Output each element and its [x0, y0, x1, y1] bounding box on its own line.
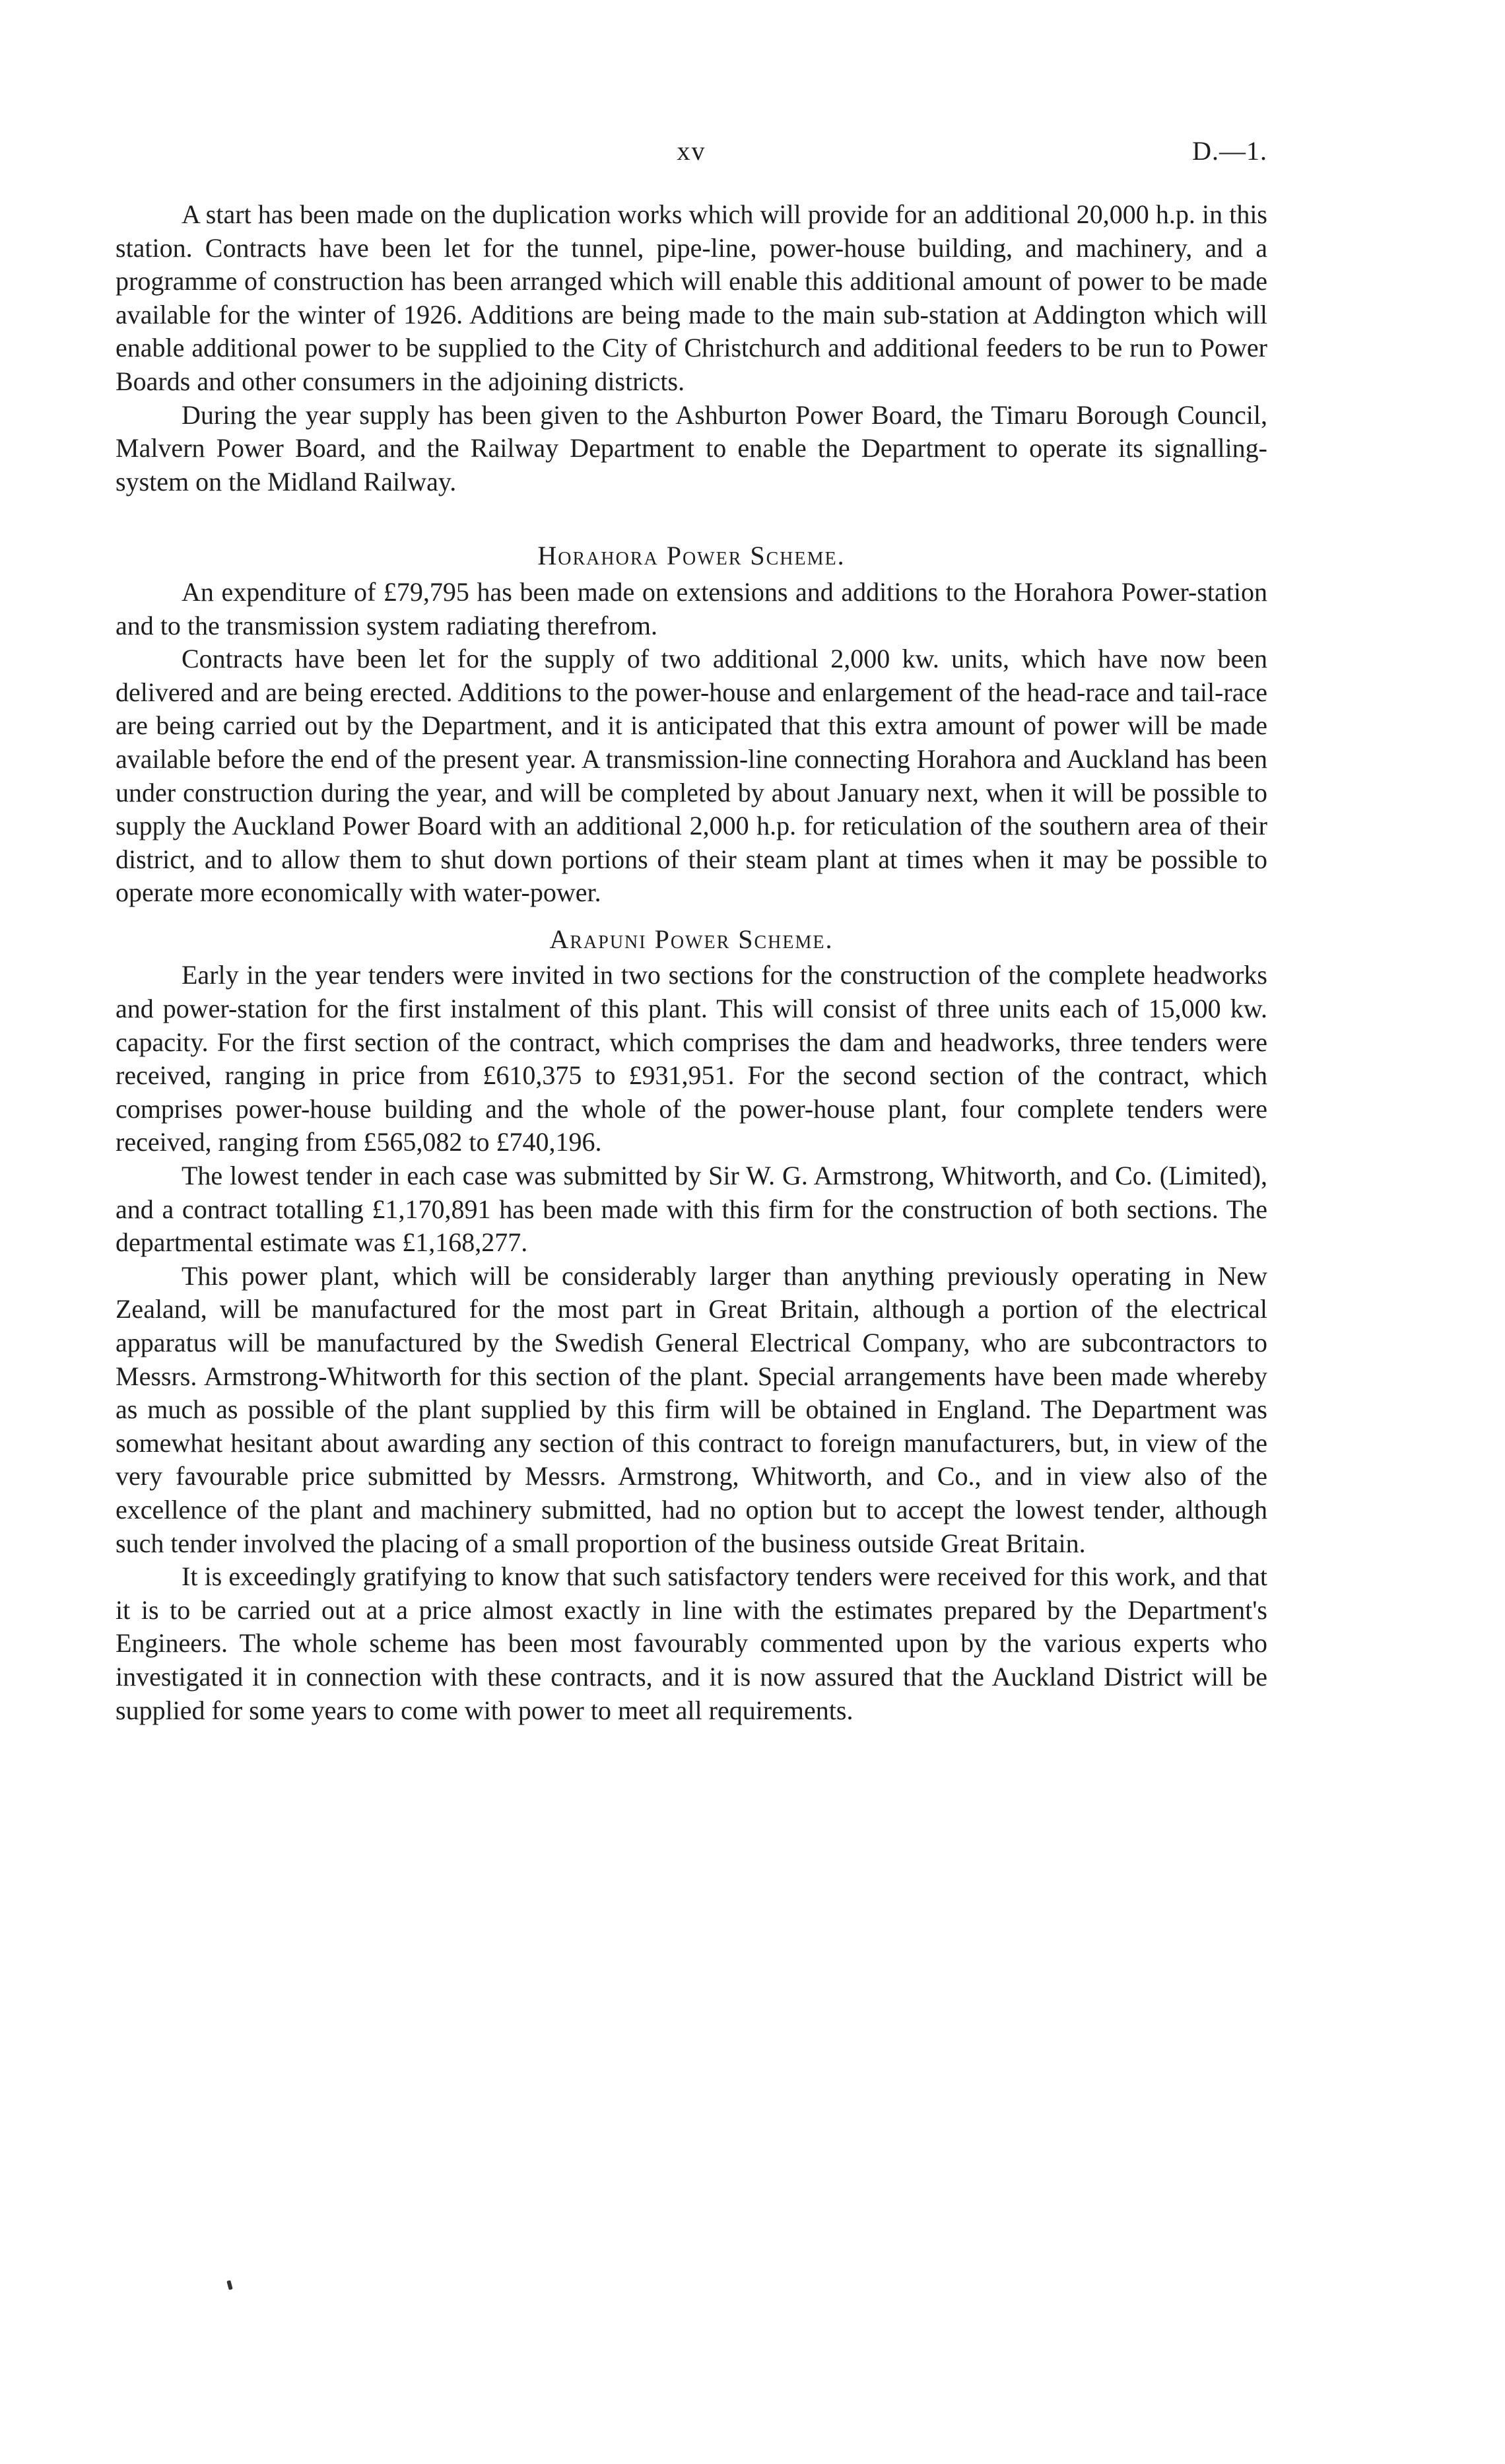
page-header [116, 135, 1267, 175]
paragraph-supply-during-year: During the year supply has been given to the Ashburton Power Board, the Timaru Borough Council, Malvern Power Board, and the Railway Department to enable the Department to operate its signalling-system on the Midland Railway. [116, 399, 1267, 496]
paragraph-duplication-works: A start has been made on the duplication works which will provide for an additional 20,000 h.p. in this station. Contracts have been let for the tunnel, pipe-line, power-house building, and machinery, and a programme of construction has been arranged which will enable this additional amount of power to be made available for the winter of 1926. Additions are being made to the main sub-station at Addington which will enable additional power to be supplied to the City of Christchurch and additional feeders to be run to Power Boards and other consumers in the adjoining districts. [116, 199, 1267, 396]
body-text [116, 198, 1267, 1727]
heading-horahora-scheme: Horahora Power Scheme. [537, 541, 846, 571]
paragraph-arapuni-power-plant: This power plant, which will be considerably larger than anything previously operating in New Zealand, will be manufactured for the most part in Great Britain, although a portion of the electrical apparatus will be manufactured by the Swedish General Electrical Company, who are subcontractors to Messrs. Armstrong-Whitworth for this section of the plant. Special arrangements have been made whereby as much as possible of the plant supplied by this firm will be obtained in England. The Department was somewhat hesitant about awarding any section of this contract to foreign manufacturers, but, in view of the very favourable price submitted by Messrs. Armstrong, Whitworth, and Co., and in view also of the excellence of the plant and machinery submitted, had no option but to accept the lowest tender, although such tender involved the placing of a small proportion of the business outside Great Britain. [116, 1260, 1267, 1558]
page-number: xv [677, 136, 706, 166]
paragraph-horahora-contracts: Contracts have been let for the supply of two additional 2,000 kw. units, which have now been delivered and are being erected. Additions to the power-house and enlargement of the head-race and tail-race are being carried out by the Department, and it is anticipated that this extra amount of power will be made available before the end of the present year. A transmission-line connecting Horahora and Auckland has been under construction during the year, and will be completed by about January next, when it will be possible to supply the Auckland Power Board with an additional 2,000 h.p. for reticulation of the southern area of their district, and to allow them to shut down portions of their steam plant at times when it may be possible to operate more economically with water-power. [116, 644, 1267, 908]
paragraph-arapuni-gratifying: It is exceedingly gratifying to know that such satisfactory tenders were received for this work, and that it is to be carried out at a price almost exactly in line with the estimates prepared by the Department's Engineers. The whole scheme has been most favourably commented upon by the various experts who investigated it in connection with these contracts, and it is now assured that the Auckland District will be supplied for some years to come with power to meet all requirements. [116, 1561, 1267, 1725]
heading-arapuni-scheme: Arapuni Power Scheme. [549, 924, 834, 954]
paragraph-arapuni-tenders: Early in the year tenders were invited in two sections for the construction of the complete headworks and power-station for the first instalment of this plant. This will consist of three units each of 15,000 kw. capacity. For the first section of the contract, which comprises the dam and headworks, three tenders were received, ranging in price from £610,375 to £931,951. For the second section of the contract, which comprises power-house building and the whole of the power-house plant, four complete tenders were received, ranging from £565,082 to £740,196. [116, 960, 1267, 1157]
paragraph-arapuni-lowest-tender: The lowest tender in each case was submitted by Sir W. G. Armstrong, Whitworth, and Co. (Limited), and a contract totalling £1,170,891 has been made with this firm for the construction of both sections. The departmental estimate was £1,168,277. [116, 1161, 1267, 1258]
paragraph-horahora-expenditure: An expenditure of £79,795 has been made on extensions and additions to the Horahora Power-station and to the transmission system radiating therefrom. [116, 576, 1267, 640]
ink-speck [226, 2280, 232, 2290]
document-reference: D.—1. [1192, 136, 1267, 166]
